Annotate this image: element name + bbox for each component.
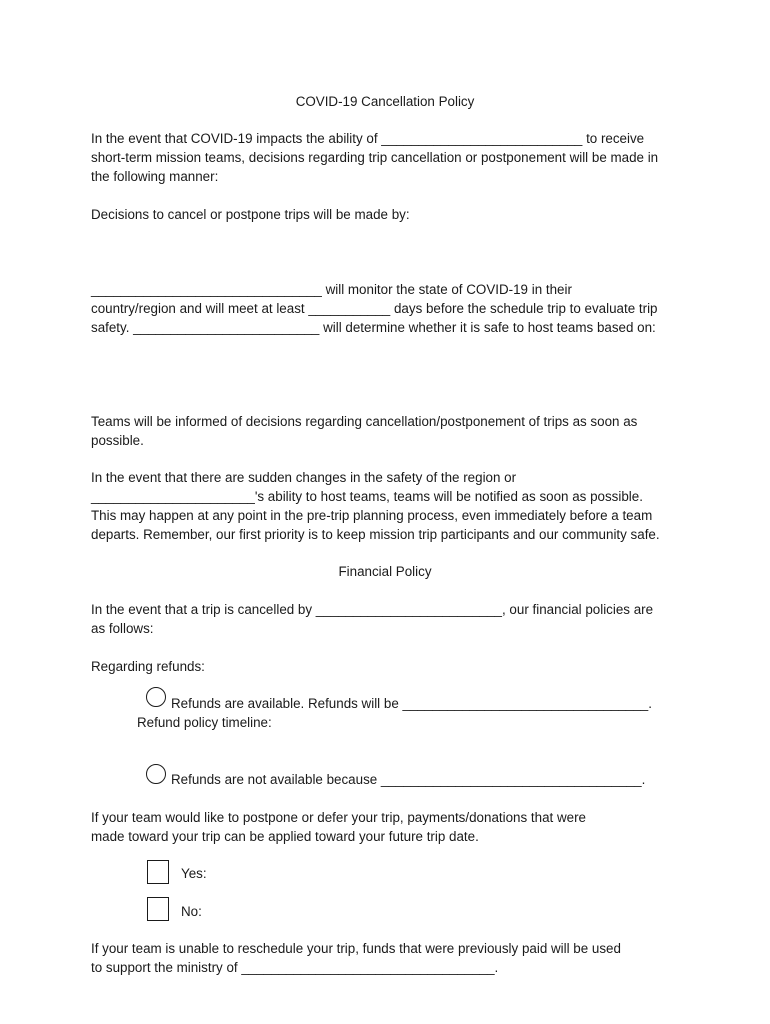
refund-timeline-label: Refund policy timeline: xyxy=(137,715,272,730)
postpone-line-1: If your team would like to postpone or defer your trip, payments/donations that were xyxy=(91,810,586,825)
yes-label: Yes: xyxy=(181,866,207,881)
informed-line-2: possible. xyxy=(91,433,144,448)
no-label: No: xyxy=(181,904,202,919)
informed-line-1: Teams will be informed of decisions regarding cancellation/postponement of trips as soon as xyxy=(91,414,638,429)
postpone-line-2: made toward your trip can be applied toward your future trip date. xyxy=(91,829,479,844)
no-checkbox[interactable] xyxy=(147,897,169,921)
monitor-line-3: safety. _________________________ will determine whether it is safe to host teams based on: xyxy=(91,320,656,335)
financial-policy-title: Financial Policy xyxy=(338,564,432,579)
refund-not-available-radio[interactable] xyxy=(146,764,166,784)
document-title: COVID-19 Cancellation Policy xyxy=(295,94,475,109)
refund-available-radio[interactable] xyxy=(146,687,166,707)
refunds-heading: Regarding refunds: xyxy=(91,659,205,674)
sudden-changes-line-1: In the event that there are sudden changes in the safety of the region or xyxy=(91,470,517,485)
monitor-line-2: country/region and will meet at least ___________ days before the schedule trip to evaluate trip xyxy=(91,301,658,316)
intro-line-2: short-term mission teams, decisions regarding trip cancellation or postponement will be made in xyxy=(91,150,659,165)
financial-intro-line-1: In the event that a trip is cancelled by _________________________, our financial policies are xyxy=(91,602,654,617)
sudden-changes-line-3: This may happen at any point in the pre-trip planning process, even immediately before a team xyxy=(91,508,653,523)
refund-available-label: Refunds are available. Refunds will be _________________________________. xyxy=(171,696,652,711)
refund-not-available-label: Refunds are not available because ___________________________________. xyxy=(171,772,646,787)
monitor-line-1: _______________________________ will monitor the state of COVID-19 in their xyxy=(91,282,572,297)
intro-line-3: the following manner: xyxy=(91,169,219,184)
sudden-changes-line-2: ______________________'s ability to host teams, teams will be notified as soon as possible. xyxy=(91,489,643,504)
intro-line-1: In the event that COVID-19 impacts the ability of ___________________________ to receive xyxy=(91,131,645,146)
decisions-by-line: Decisions to cancel or postpone trips will be made by: xyxy=(91,207,410,222)
sudden-changes-line-4: departs. Remember, our first priority is to keep mission trip participants and our community safe. xyxy=(91,527,660,542)
yes-checkbox[interactable] xyxy=(147,860,169,884)
unable-line-2: to support the ministry of __________________________________. xyxy=(91,960,499,975)
financial-intro-line-2: as follows: xyxy=(91,621,154,636)
unable-line-1: If your team is unable to reschedule your trip, funds that were previously paid will be used xyxy=(91,941,621,956)
